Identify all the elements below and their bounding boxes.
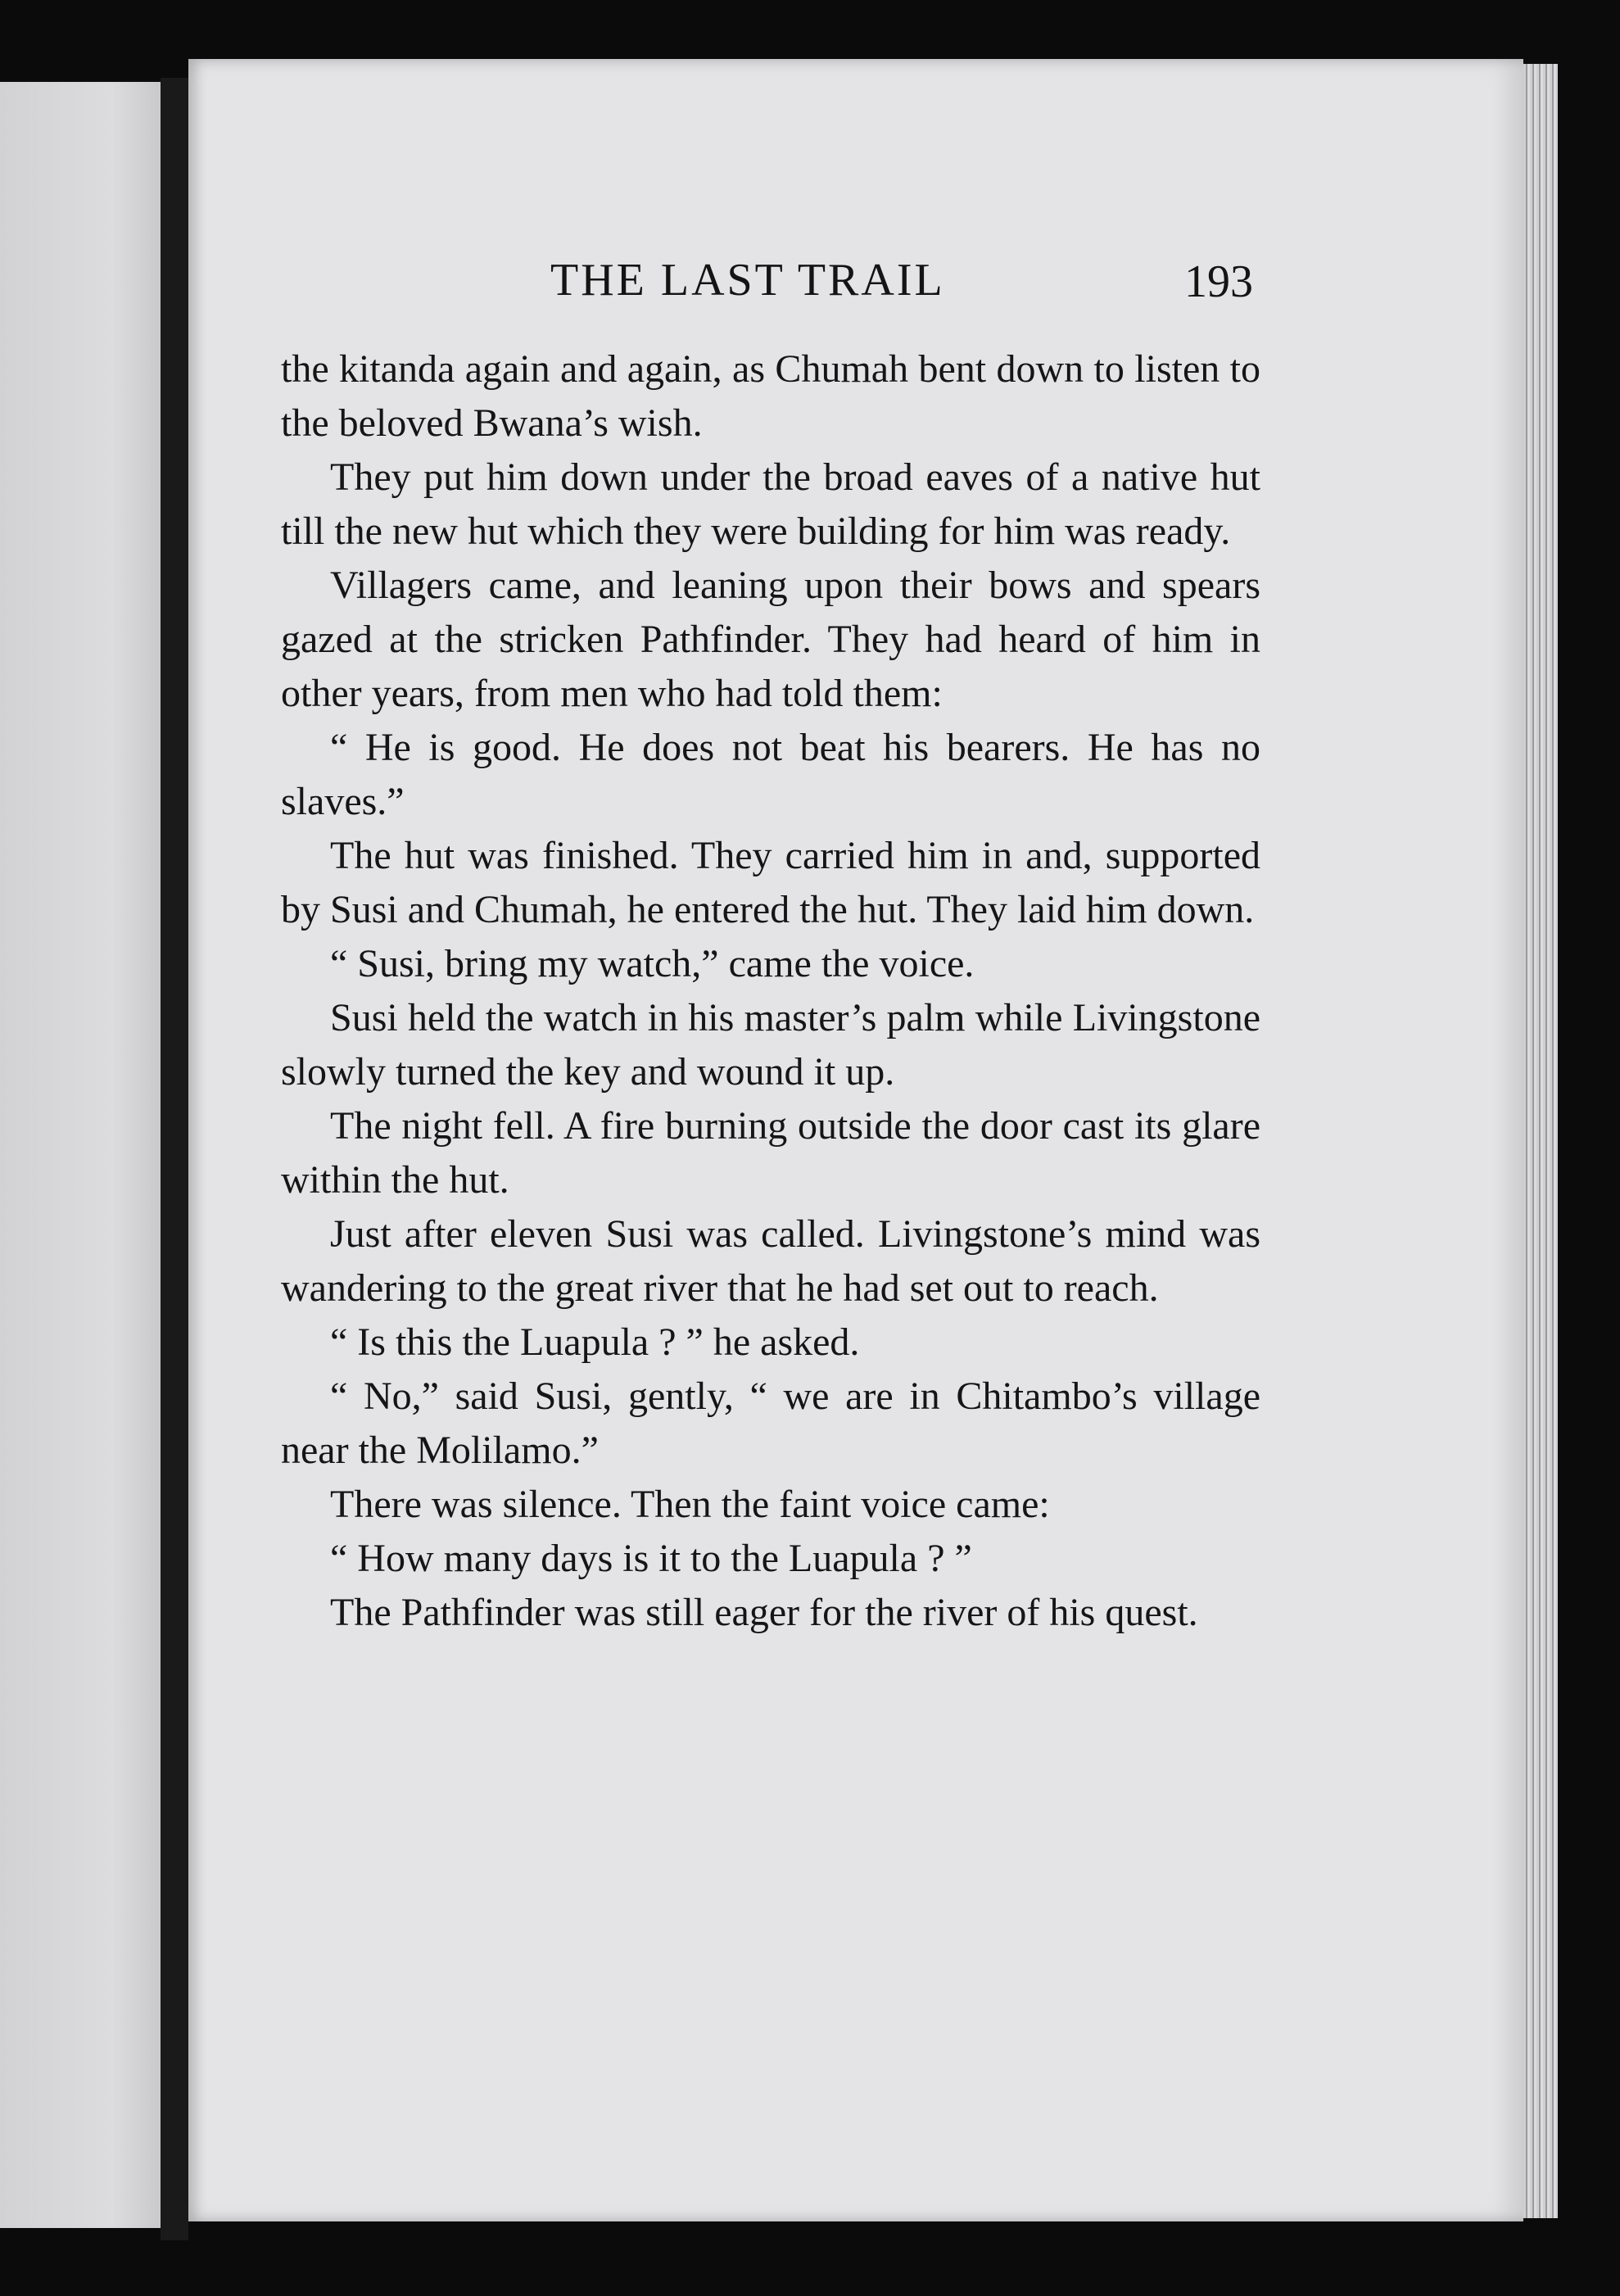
paragraph: Just after eleven Susi was called. Livingstone’s mind was wandering to the great river that he had set out to reach. bbox=[281, 1212, 1260, 1310]
paragraph: “ Is this the Luapula ? ” he asked. bbox=[330, 1320, 860, 1364]
paragraph: the kitanda again and again, as Chumah bent down to listen to the beloved Bwana’s wish. bbox=[281, 347, 1260, 445]
paragraph: “ No,” said Susi, gently, “ we are in Chitambo’s village near the Molilamo.” bbox=[281, 1374, 1260, 1472]
body-text bbox=[281, 342, 1260, 1640]
running-title: THE LAST TRAIL bbox=[550, 255, 945, 306]
paragraph: “ Susi, bring my watch,” came the voice. bbox=[330, 942, 975, 985]
paragraph: “ He is good. He does not beat his bearers. He has no slaves.” bbox=[281, 726, 1260, 823]
paragraph: The hut was finished. They carried him in and, supported by Susi and Chumah, he entered the hut. They laid him down. bbox=[281, 834, 1260, 931]
book-gutter bbox=[161, 78, 188, 2240]
paragraph: There was silence. Then the faint voice came: bbox=[330, 1483, 1050, 1526]
paragraph: Villagers came, and leaning upon their bows and spears gazed at the stricken Pathfinder. They had heard of him in other years, from men who had told them: bbox=[281, 564, 1260, 715]
paragraph: They put him down under the broad eaves of a native hut till the new hut which they were building for him was ready. bbox=[281, 455, 1260, 553]
paragraph: The Pathfinder was still eager for the river of his quest. bbox=[330, 1591, 1198, 1634]
paragraph: The night fell. A fire burning outside the door cast its glare within the hut. bbox=[281, 1104, 1260, 1202]
paragraph: Susi held the watch in his master’s palm while Livingstone slowly turned the key and wound it up. bbox=[281, 996, 1260, 1094]
paragraph: “ How many days is it to the Luapula ? ” bbox=[330, 1537, 972, 1580]
page-header bbox=[188, 246, 1523, 311]
facing-page-edge bbox=[0, 82, 161, 2228]
page-number: 193 bbox=[1184, 256, 1253, 307]
page-stack-edge bbox=[1523, 64, 1558, 2218]
